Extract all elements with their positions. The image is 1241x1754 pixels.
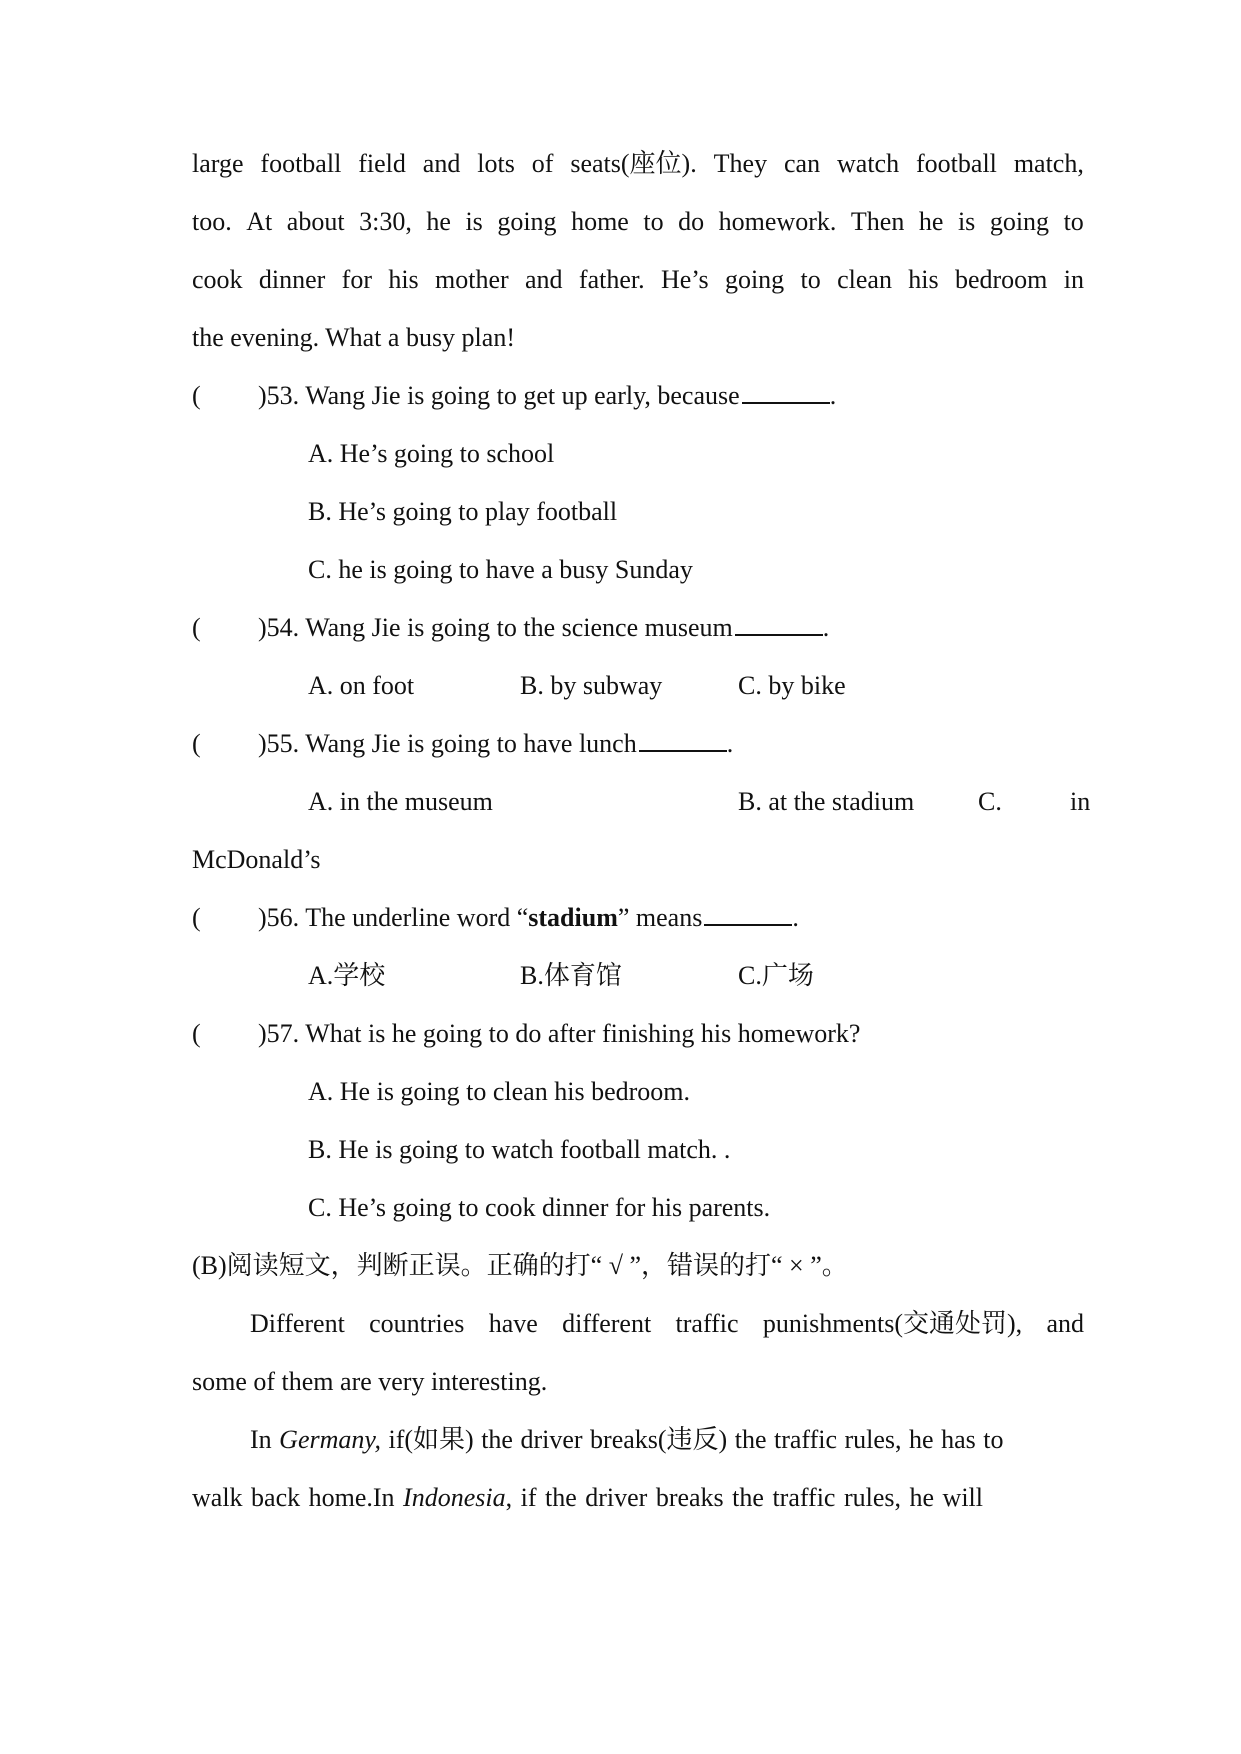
word: dinner [258,265,326,294]
word: have [488,1309,538,1338]
q55-stem-text: )55. Wang Jie is going to have lunch [258,729,637,758]
passage-line-2 [192,202,1084,242]
word: football [916,149,997,178]
q56-blank [704,923,792,926]
word: field [358,149,406,178]
q53-option-c: C. he is going to have a busy Sunday [308,555,693,584]
word: They [713,149,768,178]
word: going [497,207,557,236]
word: can [783,149,821,178]
q57-option-c: C. He’s going to cook dinner for his parents. [308,1193,771,1222]
q56-option-a: A.学校 [308,961,386,990]
section-b-para2-line1 [250,1420,1003,1460]
word: going [989,207,1050,236]
q56-stem-post: ” means [617,903,703,932]
word: he [426,207,451,236]
word: going [724,265,785,294]
word: his [388,265,419,294]
section-b-para2-line2 [192,1478,983,1518]
word: homework. [718,207,837,236]
word: do [678,207,705,236]
section-b-para1-line1 [250,1304,1084,1344]
word: large [192,149,244,178]
q53-blank [742,401,830,404]
word: match, [1013,149,1084,178]
word: too. [192,207,232,236]
word: bedroom [954,265,1048,294]
p2-l1-a: In [250,1425,280,1454]
word: his [908,265,939,294]
q57-stem: )57. What is he going to do after finishing his homework? [258,1019,861,1048]
section-b-para1-line2: some of them are very interesting. [192,1367,548,1396]
q53-end: . [829,381,837,410]
q55-option-c-in: in [1070,787,1091,816]
word: different [562,1309,652,1338]
q56-option-c: C.广场 [738,961,814,990]
word: about [286,207,345,236]
p2-l2-b: , if the driver breaks the traffic rules, he will [505,1483,983,1512]
country-germany: Germany, [279,1425,381,1454]
q55-option-c-rest: McDonald’s [192,845,321,874]
q54-option-c: C. by bike [738,671,846,700]
passage-line-3 [192,260,1084,300]
q56-stem [258,898,799,938]
word: in [1063,265,1084,294]
word: to [1063,207,1084,236]
q54-blank [735,633,823,636]
word: home [571,207,629,236]
q56-end: . [792,903,799,932]
word: watch [837,149,900,178]
q54-option-a: A. on foot [308,671,415,700]
word: and [525,265,563,294]
word: He’s [660,265,709,294]
q53-stem [258,376,836,416]
word: countries [369,1309,465,1338]
word: is [465,207,483,236]
q55-option-a: A. in the museum [308,787,493,816]
q56-stem-pre: )56. The underline word “ [258,903,529,932]
word: seats(座位). [570,149,697,178]
word: football [260,149,342,178]
word: clean [837,265,892,294]
p2-l2-a: walk back home.In [192,1483,404,1512]
passage-line-1 [192,144,1084,184]
word: Different [250,1309,345,1338]
q54-stem-text: )54. Wang Jie is going to the science museum [258,613,733,642]
word: father. [578,265,645,294]
word: 3:30, [359,207,412,236]
q57-option-b: B. He is going to watch football match. . [308,1135,731,1164]
word: and [422,149,461,178]
p2-l1-b: if(如果) the driver breaks(违反) the traffic rules, he has to [381,1425,1004,1454]
q56-stem-keyword: stadium [528,903,618,932]
q54-stem [258,608,829,648]
word: to [643,207,664,236]
word: At [246,207,273,236]
word: traffic [675,1309,739,1338]
word: and [1046,1309,1084,1338]
q56-option-b: B.体育馆 [520,961,622,990]
word: lots [477,149,515,178]
q55-option-c-label: C. [978,787,1002,816]
word: is [957,207,976,236]
q57-answer-paren[interactable]: ( [192,1019,201,1048]
q55-option-b: B. at the stadium [738,787,915,816]
q55-answer-paren[interactable]: ( [192,729,201,758]
q54-end: . [822,613,830,642]
q53-option-b: B. He’s going to play football [308,497,618,526]
word: cook [192,265,243,294]
word: mother [435,265,509,294]
word: of [531,149,554,178]
section-b-heading: (B)阅读短文，判断正误。正确的打“ √ ”，错误的打“ × ”。 [192,1251,848,1280]
q53-option-a: A. He’s going to school [308,439,555,468]
q54-option-b: B. by subway [520,671,663,700]
q54-answer-paren[interactable]: ( [192,613,201,642]
q56-answer-paren[interactable]: ( [192,903,201,932]
word: he [918,207,944,236]
word: Then [850,207,905,236]
q55-blank [639,749,727,752]
q53-stem-text: )53. Wang Jie is going to get up early, because [258,381,740,410]
word: to [800,265,821,294]
q55-end: . [726,729,734,758]
word: for [341,265,372,294]
q55-stem [258,724,733,764]
country-indonesia: Indonesia [403,1483,506,1512]
q57-option-a: A. He is going to clean his bedroom. [308,1077,690,1106]
word: punishments(交通处罚), [762,1309,1023,1338]
passage-line-4: the evening. What a busy plan! [192,323,515,352]
q53-answer-paren[interactable]: ( [192,381,201,410]
